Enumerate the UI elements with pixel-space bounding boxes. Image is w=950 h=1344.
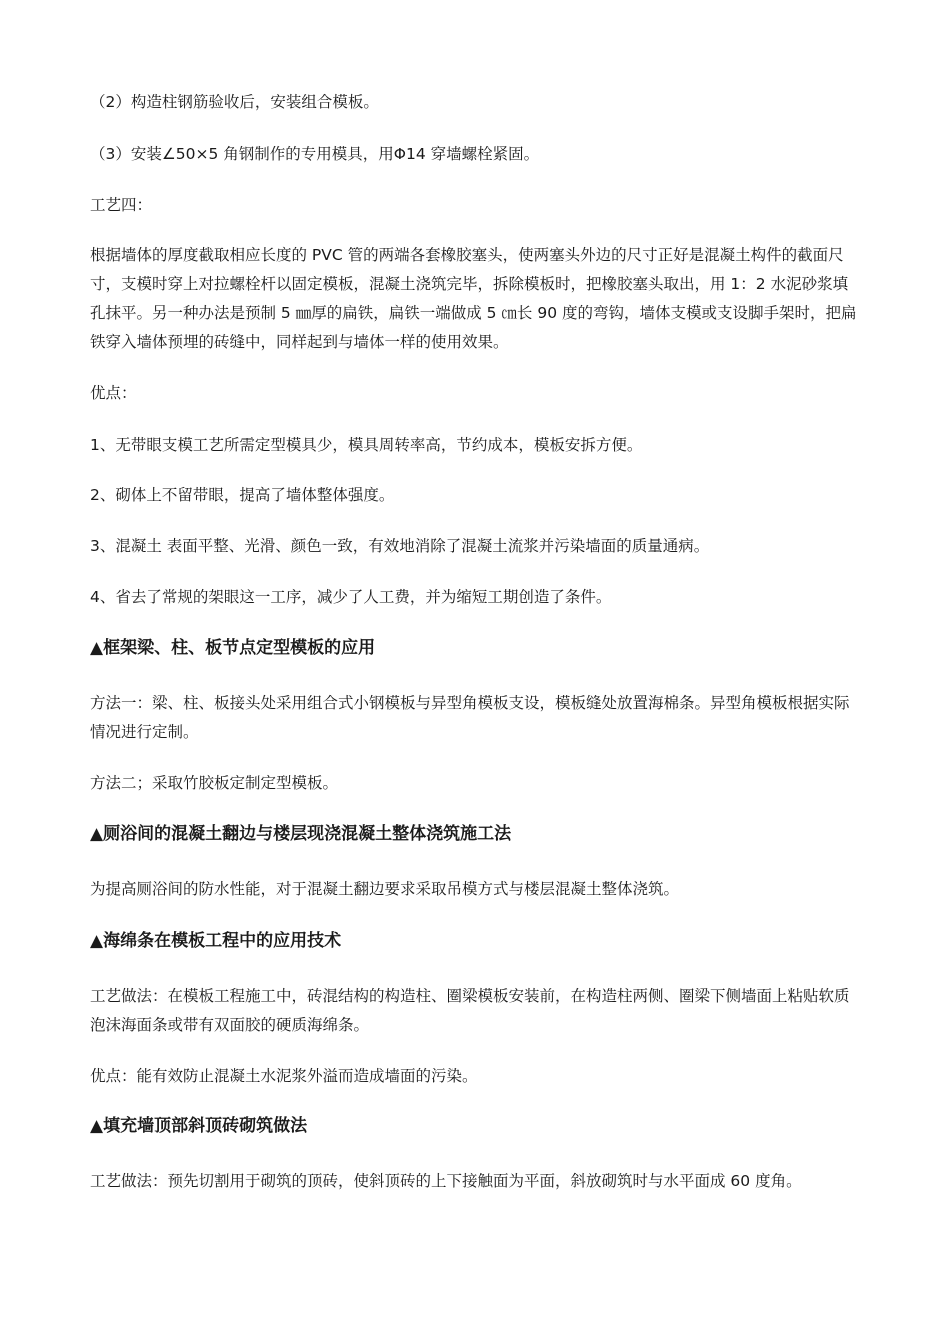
paragraph-process-four-label: 工艺四：	[90, 196, 153, 214]
section-heading-frame-joint-formwork: ▲框架梁、柱、板节点定型模板的应用	[90, 638, 376, 658]
paragraph-infill-wall-method: 工艺做法：预先切割用于砌筑的顶砖，使斜顶砖的上下接触面为平面，斜放砌筑时与水平面成 60 度角。	[90, 1172, 802, 1190]
paragraph-step-2: （2）构造柱钢筋验收后，安装组合模板。	[90, 93, 379, 111]
section-heading-bathroom-curb: ▲厕浴间的混凝土翻边与楼层现浇混凝土整体浇筑施工法	[90, 824, 512, 844]
list-item-advantage-3: 3、混凝土 表面平整、光滑、颜色一致，有效地消除了混凝土流浆并污染墙面的质量通病。	[90, 537, 710, 555]
paragraph-advantages-label: 优点：	[90, 384, 137, 402]
list-item-advantage-4: 4、省去了常规的架眼这一工序，减少了人工费，并为缩短工期创造了条件。	[90, 588, 612, 606]
section-heading-sponge-strip: ▲海绵条在模板工程中的应用技术	[90, 931, 342, 951]
paragraph-method-one: 方法一：梁、柱、板接头处采用组合式小钢模板与异型角模板支设，模板缝处放置海棉条。异型角模板根据实际情况进行定制。	[90, 694, 850, 741]
list-item-advantage-1: 1、无带眼支模工艺所需定型模具少，模具周转率高，节约成本，模板安拆方便。	[90, 436, 643, 454]
paragraph-method-two: 方法二；采取竹胶板定制定型模板。	[90, 774, 339, 792]
list-item-advantage-2: 2、砌体上不留带眼，提高了墙体整体强度。	[90, 486, 395, 504]
paragraph-process-four-body: 根据墙体的厚度截取相应长度的 PVC 管的两端各套橡胶塞头，使两塞头外边的尺寸正好是混凝土构件的截面尺寸，支模时穿上对拉螺栓杆以固定模板，混凝土浇筑完毕，拆除模板时，把橡胶塞头取出，用 1：2 水泥砂浆填孔抹平。另一种办法是预制 5 ㎜厚的扁铁，扁铁一端做成 5 ㎝长 90 度的弯钩，墙体支模或支设脚手架时，把扁铁穿入墙体预埋的砖缝中，同样起到与墙体一样的使用效果。	[90, 246, 857, 351]
section-heading-infill-wall-top-brick: ▲填充墙顶部斜顶砖砌筑做法	[90, 1116, 308, 1136]
paragraph-bathroom-curb-body: 为提高厕浴间的防水性能，对于混凝土翻边要求采取吊模方式与楼层混凝土整体浇筑。	[90, 880, 680, 898]
paragraph-sponge-strip-method: 工艺做法：在模板工程施工中，砖混结构的构造柱、圈梁模板安装前，在构造柱两侧、圈梁下侧墙面上粘贴软质泡沫海面条或带有双面胶的硬质海绵条。	[90, 987, 850, 1034]
paragraph-sponge-strip-advantage: 优点：能有效防止混凝土水泥浆外溢而造成墙面的污染。	[90, 1067, 478, 1085]
paragraph-step-3: （3）安装∠50×5 角钢制作的专用模具，用Φ14 穿墙螺栓紧固。	[90, 145, 540, 163]
